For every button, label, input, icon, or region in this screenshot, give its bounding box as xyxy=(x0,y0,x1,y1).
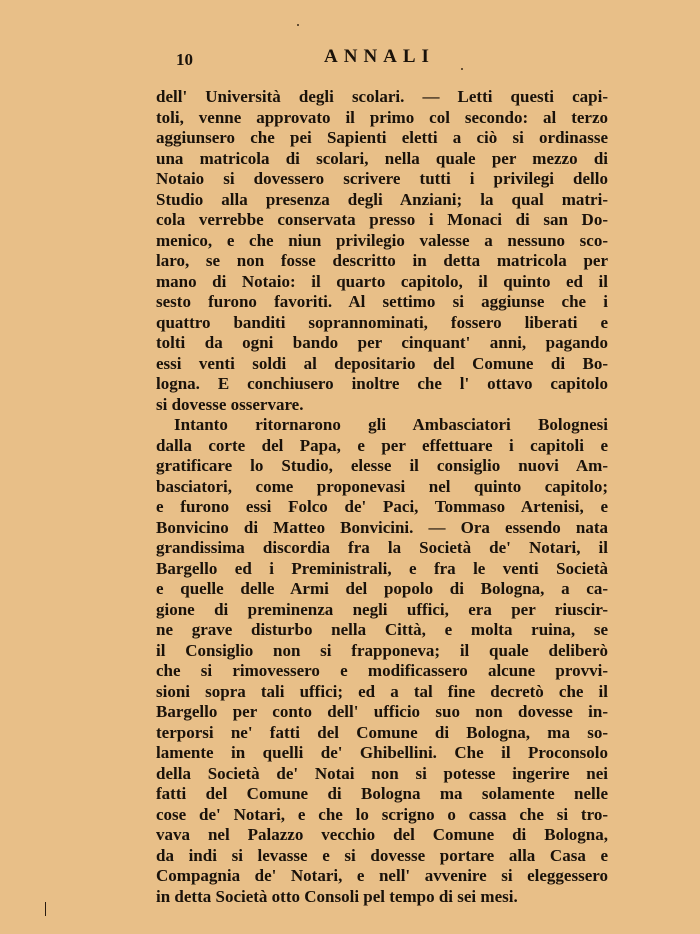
text-line: mano di Notaio: il quarto capitolo, il quinto ed il xyxy=(156,271,608,291)
text-line: in detta Società otto Consoli pel tempo di sei mesi. xyxy=(156,886,518,906)
text-line: da indi si levasse e si dovesse portare alla Casa e xyxy=(156,845,608,865)
text-line: Compagnia de' Notari, e nell' avvenire si eleggessero xyxy=(156,866,608,885)
text-line: una matricola di scolari, nella quale per mezzo di xyxy=(156,148,608,168)
text-line: dell' Università degli scolari. — Letti questi capi- xyxy=(156,87,608,106)
text-line: e quelle delle Armi del popolo di Bologna, a ca- xyxy=(156,579,608,598)
text-line: Studio alla presenza degli Anziani; la qual matri- xyxy=(156,189,608,209)
text-line: quattro banditi soprannominati, fossero liberati e xyxy=(156,312,608,332)
margin-mark xyxy=(45,902,46,916)
text-line: dalla corte del Papa, e per effettuare i capitoli e xyxy=(156,435,608,455)
page-header xyxy=(176,46,616,72)
text-line: gratificare lo Studio, elesse il consiglio nuovi Am- xyxy=(156,456,608,475)
text-line: sesto furono favoriti. Al settimo si aggiunse che i xyxy=(156,292,608,311)
text-line: vava nel Palazzo vecchio del Comune di Bologna, xyxy=(156,825,608,844)
paragraph xyxy=(156,415,608,907)
paragraph xyxy=(156,87,608,415)
ink-speck xyxy=(461,68,463,70)
text-line: aggiunsero che pei Sapienti eletti a ciò si ordinasse xyxy=(156,128,608,147)
text-line: cose de' Notari, e che lo scrigno o cassa che si tro- xyxy=(156,804,608,824)
text-line: e furono essi Folco de' Paci, Tommaso Artenisi, e xyxy=(156,497,608,516)
text-line: grandissima discordia fra la Società de' Notari, il xyxy=(156,538,608,557)
running-title: ANNALI xyxy=(324,46,435,67)
text-line: essi venti soldi al depositario del Comune di Bo- xyxy=(156,353,608,373)
page-number: 10 xyxy=(176,50,193,69)
text-line: Notaio si dovessero scrivere tutti i privilegi dello xyxy=(156,169,608,188)
text-line: sioni sopra tali uffici; ed a tal fine decretò che il xyxy=(156,681,608,701)
text-line: laro, se non fosse descritto in detta matricola per xyxy=(156,251,608,270)
text-line: gione di preminenza negli uffici, era per riuscir- xyxy=(156,599,608,619)
text-body xyxy=(156,87,608,907)
text-line: Bonvicino di Matteo Bonvicini. — Ora essendo nata xyxy=(156,517,608,537)
ink-speck xyxy=(297,24,299,26)
text-line: il Consiglio non si frapponeva; il quale deliberò xyxy=(156,640,608,660)
text-line: Intanto ritornarono gli Ambasciatori Bolognesi xyxy=(174,415,608,434)
text-line: Bargello per conto dell' ufficio suo non dovesse in- xyxy=(156,702,608,721)
text-line: fatti del Comune di Bologna ma solamente nelle xyxy=(156,784,608,803)
text-line: menico, e che niun privilegio valesse a nessuno sco- xyxy=(156,230,608,250)
text-line: logna. E conchiusero inoltre che l' ottavo capitolo xyxy=(156,374,608,393)
text-line: si dovesse osservare. xyxy=(156,394,304,414)
text-line: Bargello ed i Preministrali, e fra le venti Società xyxy=(156,558,608,578)
text-line: lamente in quelli de' Ghibellini. Che il Proconsolo xyxy=(156,743,608,762)
text-line: basciatori, come proponevasi nel quinto capitolo; xyxy=(156,476,608,496)
text-line: terporsi ne' fatti del Comune di Bologna, ma so- xyxy=(156,722,608,742)
text-line: che si rimovessero e modificassero alcune provvi- xyxy=(156,661,608,680)
text-line: toli, venne approvato il primo col secondo: al terzo xyxy=(156,107,608,127)
text-line: della Società de' Notai non si potesse ingerire nei xyxy=(156,763,608,783)
text-line: cola verrebbe conservata presso i Monaci di san Do- xyxy=(156,210,608,229)
text-line: ne grave disturbo nella Città, e molta ruina, se xyxy=(156,620,608,639)
text-line: tolti da ogni bando per cinquant' anni, pagando xyxy=(156,333,608,352)
